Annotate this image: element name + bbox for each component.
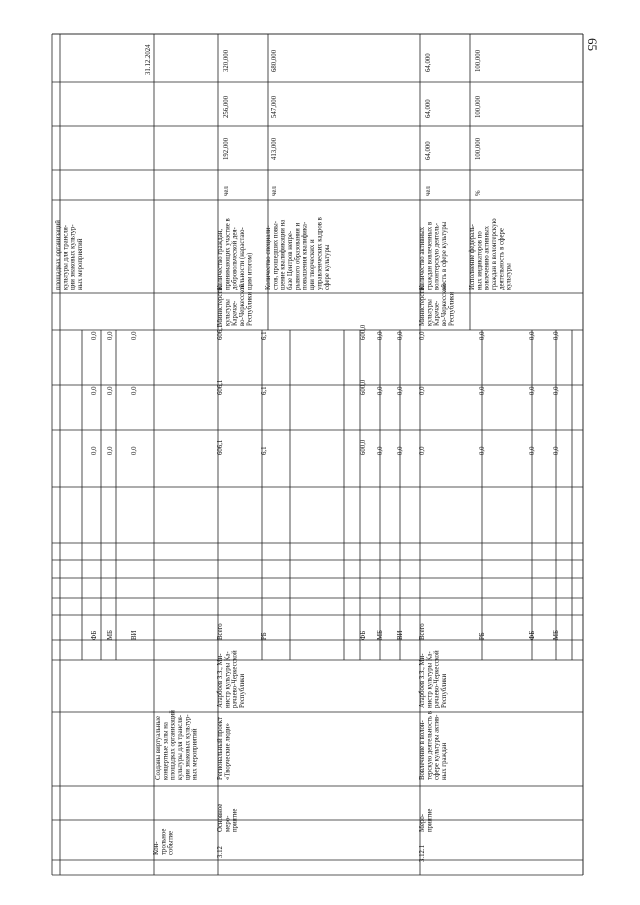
indicator-text: Количество граждан,принимающих участие вдобровольческой дея-тельности (нарастаю-щим итогом) bbox=[217, 218, 254, 290]
indicator-text: площадках организацийкультуры для трансля-ции знаковых культур-ных мероприятий bbox=[55, 220, 85, 290]
fin-value: 6,1 bbox=[261, 386, 268, 395]
indicator-value: 680,000 bbox=[271, 49, 278, 72]
fin-value: 0,0 bbox=[397, 331, 404, 340]
fin-value: 6,1 bbox=[261, 446, 268, 455]
fin-value: 0,0 bbox=[397, 386, 404, 395]
indicator-value: 100,000 bbox=[475, 49, 482, 72]
coexecutor-text: МинистерствокультурыКарачае-во-ЧеркесскойРеспублики bbox=[419, 283, 456, 326]
fin-value: 0,0 bbox=[131, 386, 138, 395]
row-type-text: Кон-трольноесобытие bbox=[153, 828, 175, 855]
row-name-text: Вовлечение в волон-терскую деятельность всфере культуры актив-ных граждан bbox=[419, 710, 449, 780]
indicator-unit: чел bbox=[223, 186, 230, 196]
row-number: 3.12.1 bbox=[419, 845, 426, 862]
page-number: 65 bbox=[585, 38, 600, 51]
indicator-value: 413,000 bbox=[271, 137, 278, 160]
fin-source-label: РБ bbox=[261, 632, 268, 640]
indicator-value: 64,000 bbox=[425, 53, 432, 72]
fin-source-label: МБ bbox=[553, 630, 560, 640]
indicator-value: 64,000 bbox=[425, 99, 432, 118]
fin-value: 600,0 bbox=[360, 439, 367, 455]
fin-value: 600,0 bbox=[360, 324, 367, 340]
fin-value: 0,0 bbox=[91, 331, 98, 340]
indicator-unit: % bbox=[475, 190, 482, 196]
fin-value: 606,1 bbox=[217, 379, 224, 395]
row-type-text: Основноемеро-приятие bbox=[217, 803, 239, 832]
fin-value: 0,0 bbox=[107, 386, 114, 395]
fin-value: 600,0 bbox=[360, 379, 367, 395]
fin-source-label: ФБ bbox=[91, 630, 98, 640]
fin-source-label: ВИ bbox=[131, 630, 138, 640]
coexecutor-text: МинистерствокультурыКарачае-во-ЧеркесскойРеспублики bbox=[217, 283, 254, 326]
indicator-value: 547,000 bbox=[271, 95, 278, 118]
indicator-value: 320,000 bbox=[223, 49, 230, 72]
row-name-text: Созданы виртуальныеконцертные залы наплощадках организацийкультуры для трансля-ции знаковых культур-ных мероприятий bbox=[155, 710, 199, 780]
fin-value: 0,0 bbox=[419, 386, 426, 395]
fin-value: 0,0 bbox=[419, 331, 426, 340]
fin-value: 0,0 bbox=[91, 386, 98, 395]
fin-value: 6,1 bbox=[261, 331, 268, 340]
fin-value: 0,0 bbox=[377, 446, 384, 455]
indicator-unit: чел bbox=[425, 186, 432, 196]
row-type-text: Меро-приятие bbox=[419, 808, 434, 832]
fin-value: 0,0 bbox=[479, 446, 486, 455]
fin-value: 0,0 bbox=[91, 446, 98, 455]
fin-value: 0,0 bbox=[479, 386, 486, 395]
fin-source-label: ФБ bbox=[360, 630, 367, 640]
responsible-text: Атарбоев З.З., Ми-нистр культуры Ка-рачаево-ЧеркесскойРеспублики bbox=[217, 650, 247, 708]
fin-value: 606,1 bbox=[217, 439, 224, 455]
fin-value: 0,0 bbox=[529, 331, 536, 340]
fin-value: 0,0 bbox=[553, 386, 560, 395]
fin-source-label: Всего bbox=[419, 623, 426, 640]
indicator-text: Количество специали-стов, прошедших повы-шение квалификации набазе Центров непре-рывного образования иповышения квалифика-ции творческих иуправленческих кадров всфере культуры bbox=[265, 217, 331, 290]
indicator-value: 192,000 bbox=[223, 137, 230, 160]
fin-value: 0,0 bbox=[397, 446, 404, 455]
indicator-value: 64,000 bbox=[425, 141, 432, 160]
fin-value: 0,0 bbox=[377, 386, 384, 395]
row-number: 3.12 bbox=[217, 846, 224, 858]
fin-value: 0,0 bbox=[553, 446, 560, 455]
indicator-value: 100,000 bbox=[475, 95, 482, 118]
fin-value: 0,0 bbox=[479, 331, 486, 340]
responsible-text: Атарбоев З.З., Ми-нистр культуры Ка-рачаево-ЧеркесскойРеспублики bbox=[419, 650, 449, 708]
fin-value: 0,0 bbox=[529, 386, 536, 395]
fin-value: 0,0 bbox=[553, 331, 560, 340]
fin-value: 0,0 bbox=[419, 446, 426, 455]
indicator-text: Исполнение федераль-ных индикаторов пововлечению активныхграждан в волонтерскуюдеятельность в сферекультуры bbox=[469, 218, 513, 290]
fin-value: 0,0 bbox=[529, 446, 536, 455]
indicator-text: Количество активныхграждан вовлеченных вволонтерскую деятель-ность в сфере культуры bbox=[419, 221, 449, 290]
fin-source-label: РБ bbox=[479, 632, 486, 640]
fin-source-label: Всего bbox=[217, 623, 224, 640]
fin-source-label: ВИ bbox=[397, 630, 404, 640]
indicator-value: 256,000 bbox=[223, 95, 230, 118]
fin-source-label: ФБ bbox=[529, 630, 536, 640]
indicator-unit: чел bbox=[271, 186, 278, 196]
fin-source-label: МБ bbox=[107, 630, 114, 640]
fin-value: 606,1 bbox=[217, 324, 224, 340]
fin-value: 0,0 bbox=[377, 331, 384, 340]
fin-value: 0,0 bbox=[107, 331, 114, 340]
row-name-text: Региональный проект«Творческие люди» bbox=[217, 717, 232, 780]
indicator-value: 100,000 bbox=[475, 137, 482, 160]
fin-source-label: МБ bbox=[377, 630, 384, 640]
fin-value: 0,0 bbox=[107, 446, 114, 455]
fin-value: 0,0 bbox=[131, 446, 138, 455]
indicator-date: 31.12.2024 bbox=[145, 44, 152, 75]
fin-value: 0,0 bbox=[131, 331, 138, 340]
